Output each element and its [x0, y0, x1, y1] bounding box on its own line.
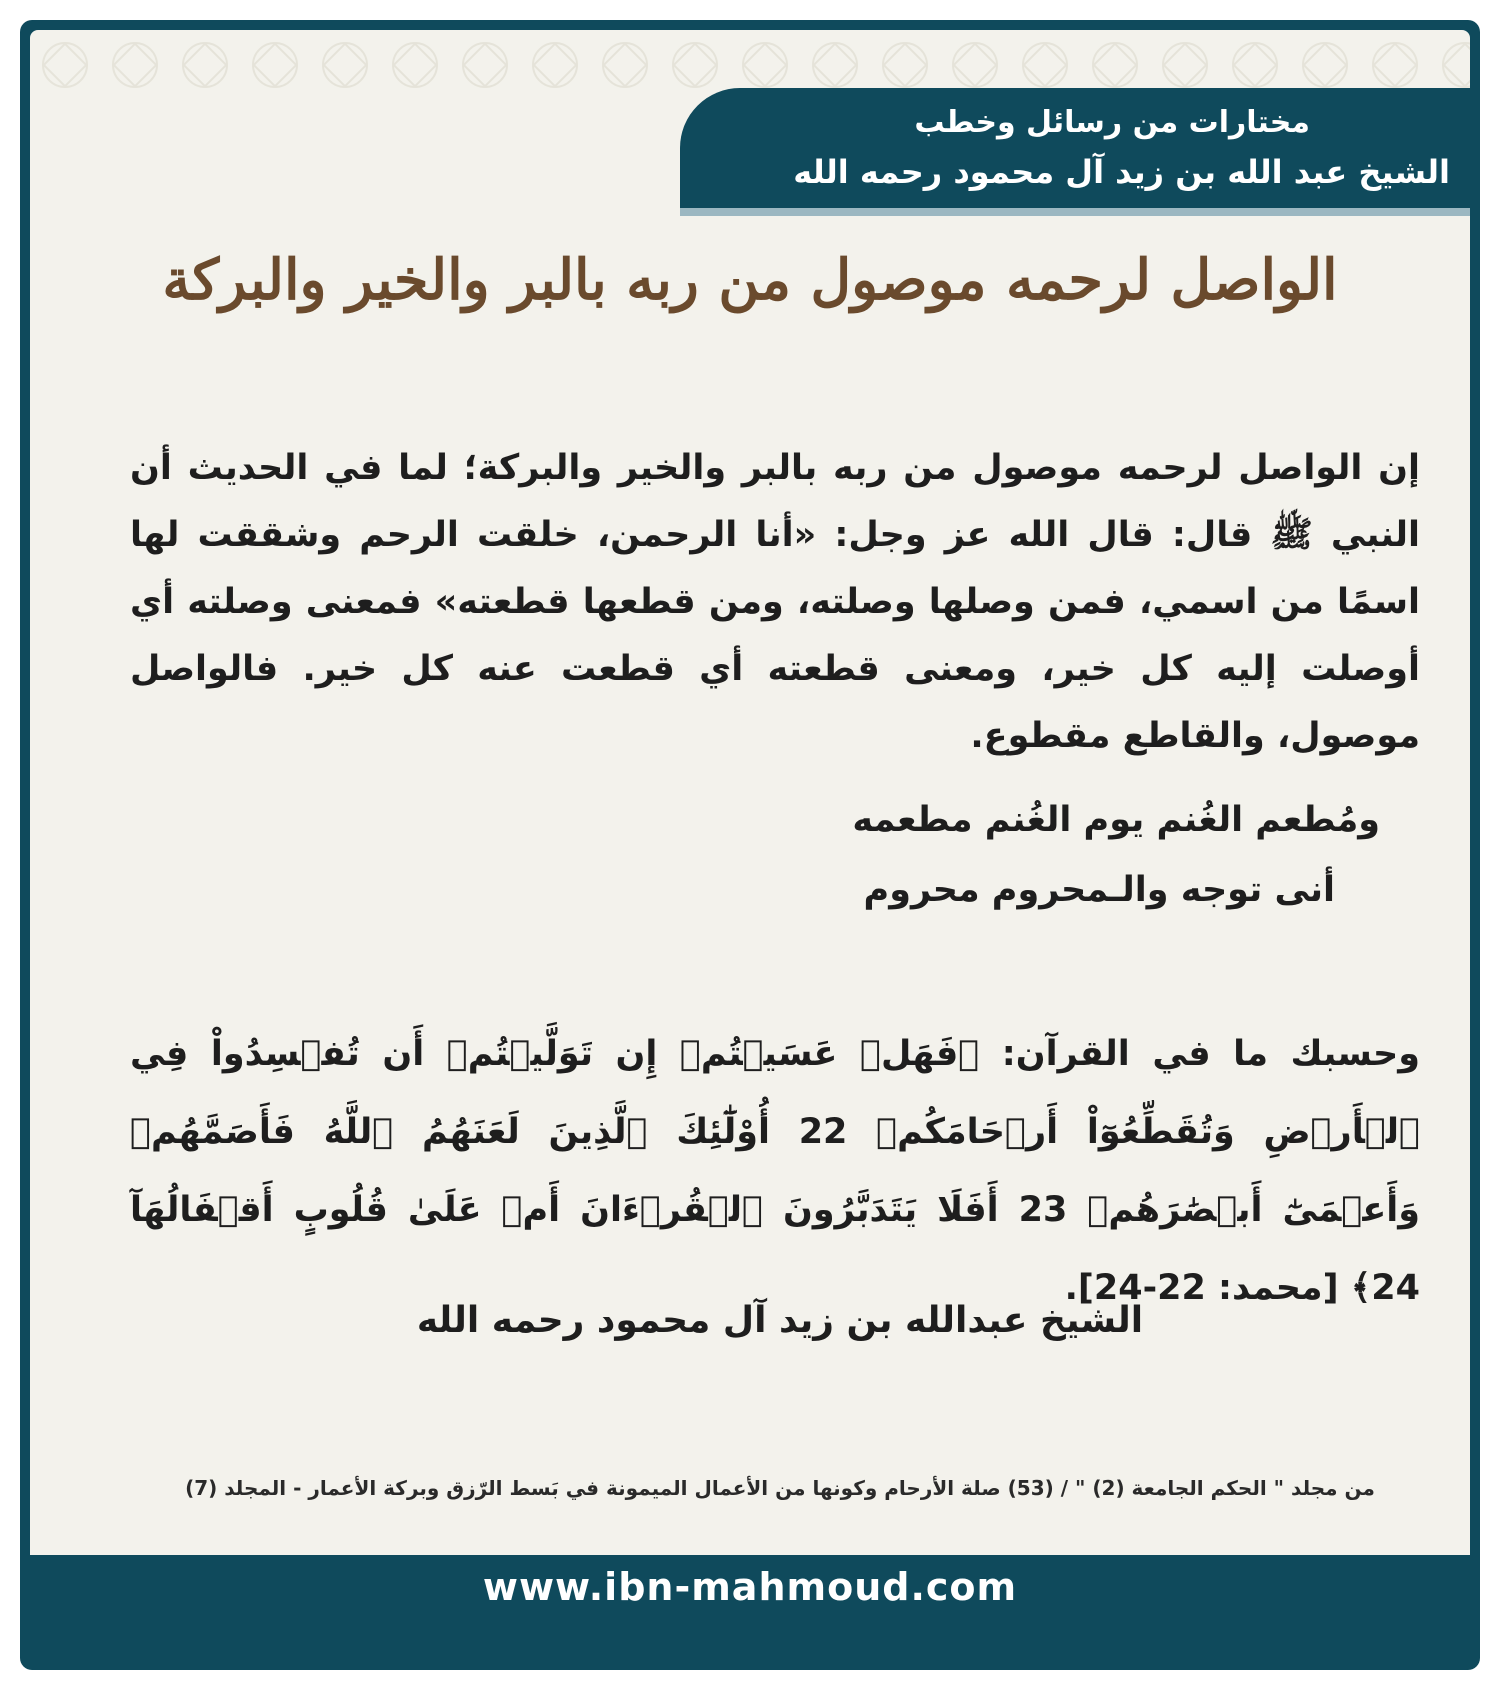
header-text: [690, 100, 1450, 198]
content-card: [30, 30, 1470, 1555]
header-series-title: مختارات من رسائل وخطب: [914, 105, 1310, 140]
header-author: الشيخ عبد الله بن زيد آل محمود رحمه الله: [793, 153, 1450, 191]
page-frame: [20, 20, 1480, 1670]
website-link[interactable]: www.ibn-mahmoud.com: [482, 1565, 1018, 1609]
quran-quote: وحسبك ما في القرآن: ﴿فَهَلۡ عَسَيۡتُمۡ إِن تَوَلَّيۡتُمۡ أَن تُفۡسِدُواْ فِي ٱلۡأَرۡضِ وَتُقَطِّعُوٓاْ أَرۡحَامَكُمۡ 22 أُوْلَٰٓئِكَ ٱلَّذِينَ لَعَنَهُمُ ٱللَّهُ فَأَصَمَّهُمۡ وَأَعۡمَىٰٓ أَبۡصَٰرَهُمۡ 23 أَفَلَا يَتَدَبَّرُونَ ٱلۡقُرۡءَانَ أَمۡ عَلَىٰ قُلُوبٍ أَقۡفَالُهَآ 24﴾ [محمد: 22-24].: [130, 1034, 1420, 1308]
article-title: الواصل لرحمه موصول من ربه بالبر والخير والبركة: [162, 247, 1338, 313]
source-citation: من مجلد " الحكم الجامعة (2) " / (53) صلة الأرحام وكونها من الأعمال الميمونة في بَسط الرّزق وبركة الأعمار - المجلد (7): [185, 1476, 1375, 1500]
author-signature: الشيخ عبدالله بن زيد آل محمود رحمه الله: [416, 1300, 1144, 1341]
poem-verse-2: أنى توجه والـمحروم محروم: [863, 870, 1335, 910]
article-paragraph: إن الواصل لرحمه موصول من ربه بالبر والخير والبركة؛ لما في الحديث أن النبي ﷺ قال: قال الله عز وجل: «أنا الرحمن، خلقت الرحم وشققت لها اسمًا من اسمي، فمن وصلها وصلته، ومن قطعها قطعته» فمعنى وصلته أي أوصلت إليه كل خير، ومعنى قطعته أي قطعت عنه كل خير. فالواصل موصول، والقاطع مقطوع.: [130, 448, 1420, 756]
poem-verse-1: ومُطعم الغُنم يوم الغُنم مطعمه: [852, 800, 1380, 840]
header-accent-bar: [680, 208, 1470, 216]
